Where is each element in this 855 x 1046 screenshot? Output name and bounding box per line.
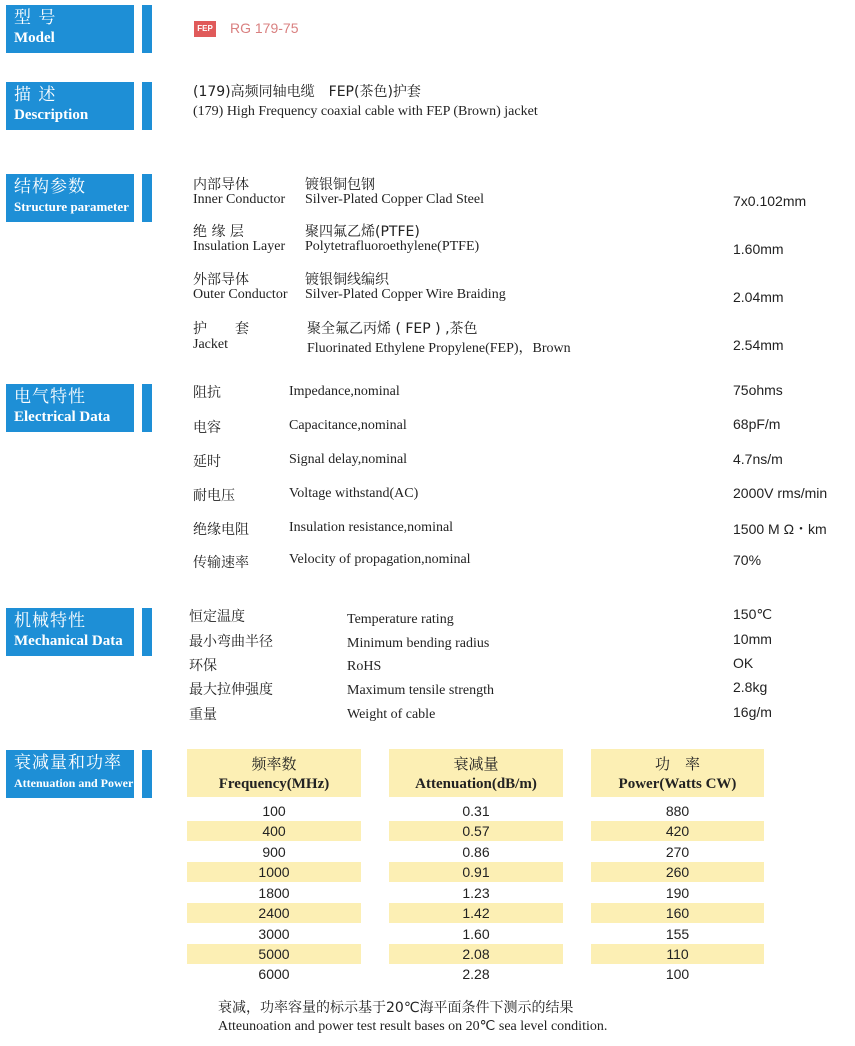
structure-name-cn: 护 套 bbox=[193, 321, 249, 337]
electrical-value: 75ohms bbox=[733, 382, 783, 398]
mechanical-name-en: RoHS bbox=[347, 659, 382, 674]
table-row bbox=[0, 801, 855, 821]
model-label-en: Model bbox=[14, 30, 55, 46]
electrical-name-cn: 绝缘电阻 bbox=[193, 522, 249, 538]
structure-name-en: Jacket bbox=[193, 337, 228, 352]
structure-name-cn: 内部导体 bbox=[193, 177, 249, 193]
structure-desc-cn: 聚全氟乙丙烯 ( FEP ) ,茶色 bbox=[307, 321, 478, 337]
description-label-cn: 描 述 bbox=[14, 85, 57, 105]
structure-name-en: Insulation Layer bbox=[193, 239, 286, 254]
structure-name-cn: 绝 缘 层 bbox=[193, 224, 244, 240]
structure-value: 7x0.102mm bbox=[733, 193, 807, 209]
table-row bbox=[0, 862, 855, 882]
electrical-name-en: Voltage withstand(AC) bbox=[289, 486, 419, 501]
attenuation-cell: 2.28 bbox=[462, 966, 490, 982]
structure-desc-en: Fluorinated Ethylene Propylene(FEP)，Brown bbox=[307, 341, 571, 356]
power-cell: 880 bbox=[665, 803, 690, 819]
power-cell: 260 bbox=[591, 862, 764, 882]
table-row bbox=[0, 964, 855, 984]
mechanical-name-cn: 恒定温度 bbox=[189, 609, 245, 625]
electrical-name-en: Insulation resistance,nominal bbox=[289, 520, 454, 535]
attenuation-cell: 0.57 bbox=[389, 821, 563, 841]
electrical-name-cn: 耐电压 bbox=[193, 488, 235, 504]
mechanical-value: OK bbox=[733, 655, 754, 671]
section-bar bbox=[142, 384, 152, 432]
description-label bbox=[6, 82, 134, 130]
structure-desc-en: Silver-Plated Copper Clad Steel bbox=[305, 192, 484, 207]
fep-badge: FEP bbox=[194, 21, 216, 37]
power-cell: 270 bbox=[665, 844, 690, 860]
section-bar bbox=[142, 82, 152, 130]
power-cell: 155 bbox=[665, 926, 690, 942]
section-bar bbox=[142, 5, 152, 53]
attenuation-cell: 1.42 bbox=[389, 903, 563, 923]
structure-name-cn: 外部导体 bbox=[193, 272, 249, 288]
header-frequency bbox=[187, 749, 361, 797]
table-row bbox=[0, 903, 855, 923]
structure-desc-en: Silver-Plated Copper Wire Braiding bbox=[305, 287, 506, 302]
model-value: RG 179-75 bbox=[230, 20, 299, 36]
mechanical-name-en: Maximum tensile strength bbox=[347, 683, 494, 698]
frequency-cell: 1800 bbox=[258, 885, 290, 901]
electrical-value: 70% bbox=[733, 552, 762, 568]
mechanical-value: 10mm bbox=[733, 631, 772, 647]
table-row bbox=[0, 842, 855, 862]
header-power bbox=[591, 749, 764, 797]
electrical-value: 68pF/m bbox=[733, 416, 781, 432]
description-label-en: Description bbox=[14, 107, 89, 123]
structure-value: 1.60mm bbox=[733, 241, 784, 257]
structure-desc-cn: 镀银铜线编织 bbox=[305, 272, 389, 288]
structure-value: 2.54mm bbox=[733, 337, 784, 353]
table-row bbox=[0, 944, 855, 964]
structure-value: 2.04mm bbox=[733, 289, 784, 305]
attenuation-label-en: Attenuation and Power bbox=[14, 776, 134, 790]
structure-desc-cn: 镀银铜包钢 bbox=[305, 177, 375, 193]
table-row bbox=[0, 821, 855, 841]
mechanical-label-cn: 机械特性 bbox=[14, 611, 86, 631]
frequency-cell: 2400 bbox=[187, 903, 361, 923]
attenuation-cell: 0.86 bbox=[462, 844, 490, 860]
electrical-label-cn: 电气特性 bbox=[14, 387, 86, 407]
mechanical-name-en: Temperature rating bbox=[347, 612, 454, 627]
mechanical-name-en: Weight of cable bbox=[347, 707, 436, 722]
electrical-value: 2000V rms/min bbox=[733, 485, 828, 501]
electrical-value: 1500 M Ω・km bbox=[733, 521, 827, 537]
electrical-name-en: Impedance,nominal bbox=[289, 384, 400, 399]
electrical-label-en: Electrical Data bbox=[14, 409, 111, 425]
electrical-value: 4.7ns/m bbox=[733, 451, 783, 467]
structure-name-en: Outer Conductor bbox=[193, 287, 288, 302]
attenuation-cell: 2.08 bbox=[389, 944, 563, 964]
section-bar bbox=[142, 174, 152, 222]
frequency-cell: 1000 bbox=[187, 862, 361, 882]
frequency-cell: 5000 bbox=[187, 944, 361, 964]
section-bar bbox=[142, 608, 152, 656]
attenuation-label bbox=[6, 750, 134, 798]
header-power-cn: 功 率 bbox=[654, 755, 700, 773]
note-en: Atteunoation and power test result bases on 20℃ sea level condition. bbox=[218, 1019, 608, 1034]
mechanical-name-en: Minimum bending radius bbox=[347, 636, 490, 651]
section-bar bbox=[142, 750, 152, 798]
attenuation-cell: 1.23 bbox=[462, 885, 490, 901]
mechanical-value: 150℃ bbox=[733, 606, 773, 622]
description-cn: (179)高频同轴电缆 FEP(茶色)护套 bbox=[193, 84, 421, 100]
mechanical-name-cn: 重量 bbox=[189, 707, 217, 723]
power-cell: 100 bbox=[665, 966, 690, 982]
electrical-name-en: Velocity of propagation,nominal bbox=[289, 552, 471, 567]
mechanical-label-en: Mechanical Data bbox=[14, 633, 123, 649]
electrical-name-cn: 延时 bbox=[193, 454, 221, 470]
model-label bbox=[6, 5, 134, 53]
mechanical-name-cn: 最小弯曲半径 bbox=[189, 634, 273, 650]
mechanical-name-cn: 环保 bbox=[189, 658, 217, 674]
power-cell: 190 bbox=[665, 885, 690, 901]
electrical-name-en: Signal delay,nominal bbox=[289, 452, 408, 467]
header-frequency-en: Frequency(MHz) bbox=[218, 776, 330, 792]
description-en: (179) High Frequency coaxial cable with FEP (Brown) jacket bbox=[193, 104, 538, 119]
electrical-name-en: Capacitance,nominal bbox=[289, 418, 407, 433]
structure-desc-en: Polytetrafluoroethylene(PTFE) bbox=[305, 239, 480, 254]
header-power-en: Power(Watts CW) bbox=[618, 776, 737, 792]
frequency-cell: 900 bbox=[262, 844, 286, 860]
frequency-cell: 400 bbox=[187, 821, 361, 841]
structure-label-en: Structure parameter bbox=[14, 199, 129, 214]
attenuation-cell: 1.60 bbox=[462, 926, 490, 942]
header-attenuation bbox=[389, 749, 563, 797]
note-cn: 衰减，功率容量的标示基于20℃海平面条件下测示的结果 bbox=[218, 1000, 574, 1016]
header-attenuation-en: Attenuation(dB/m) bbox=[415, 776, 537, 792]
structure-name-en: Inner Conductor bbox=[193, 192, 286, 207]
attenuation-label-cn: 衰减量和功率 bbox=[14, 753, 122, 773]
table-row bbox=[0, 924, 855, 944]
structure-desc-cn: 聚四氟乙烯(PTFE) bbox=[305, 224, 420, 240]
model-label-cn: 型 号 bbox=[14, 8, 57, 28]
mechanical-value: 2.8kg bbox=[733, 679, 768, 695]
header-attenuation-cn: 衰减量 bbox=[453, 755, 499, 773]
mechanical-value: 16g/m bbox=[733, 704, 772, 720]
table-row bbox=[0, 883, 855, 903]
mechanical-name-cn: 最大拉伸强度 bbox=[189, 682, 273, 698]
mechanical-label bbox=[6, 608, 134, 656]
power-cell: 110 bbox=[591, 944, 764, 964]
structure-label bbox=[6, 174, 134, 222]
frequency-cell: 6000 bbox=[258, 966, 290, 982]
electrical-name-cn: 阻抗 bbox=[193, 385, 221, 401]
header-frequency-cn: 频率数 bbox=[251, 755, 297, 773]
power-cell: 160 bbox=[591, 903, 764, 923]
attenuation-cell: 0.31 bbox=[462, 803, 490, 819]
attenuation-cell: 0.91 bbox=[389, 862, 563, 882]
electrical-name-cn: 传输速率 bbox=[193, 555, 249, 571]
structure-label-cn: 结构参数 bbox=[14, 177, 86, 197]
power-cell: 420 bbox=[591, 821, 764, 841]
frequency-cell: 3000 bbox=[258, 926, 290, 942]
frequency-cell: 100 bbox=[262, 803, 286, 819]
electrical-name-cn: 电容 bbox=[193, 420, 221, 436]
electrical-label bbox=[6, 384, 134, 432]
